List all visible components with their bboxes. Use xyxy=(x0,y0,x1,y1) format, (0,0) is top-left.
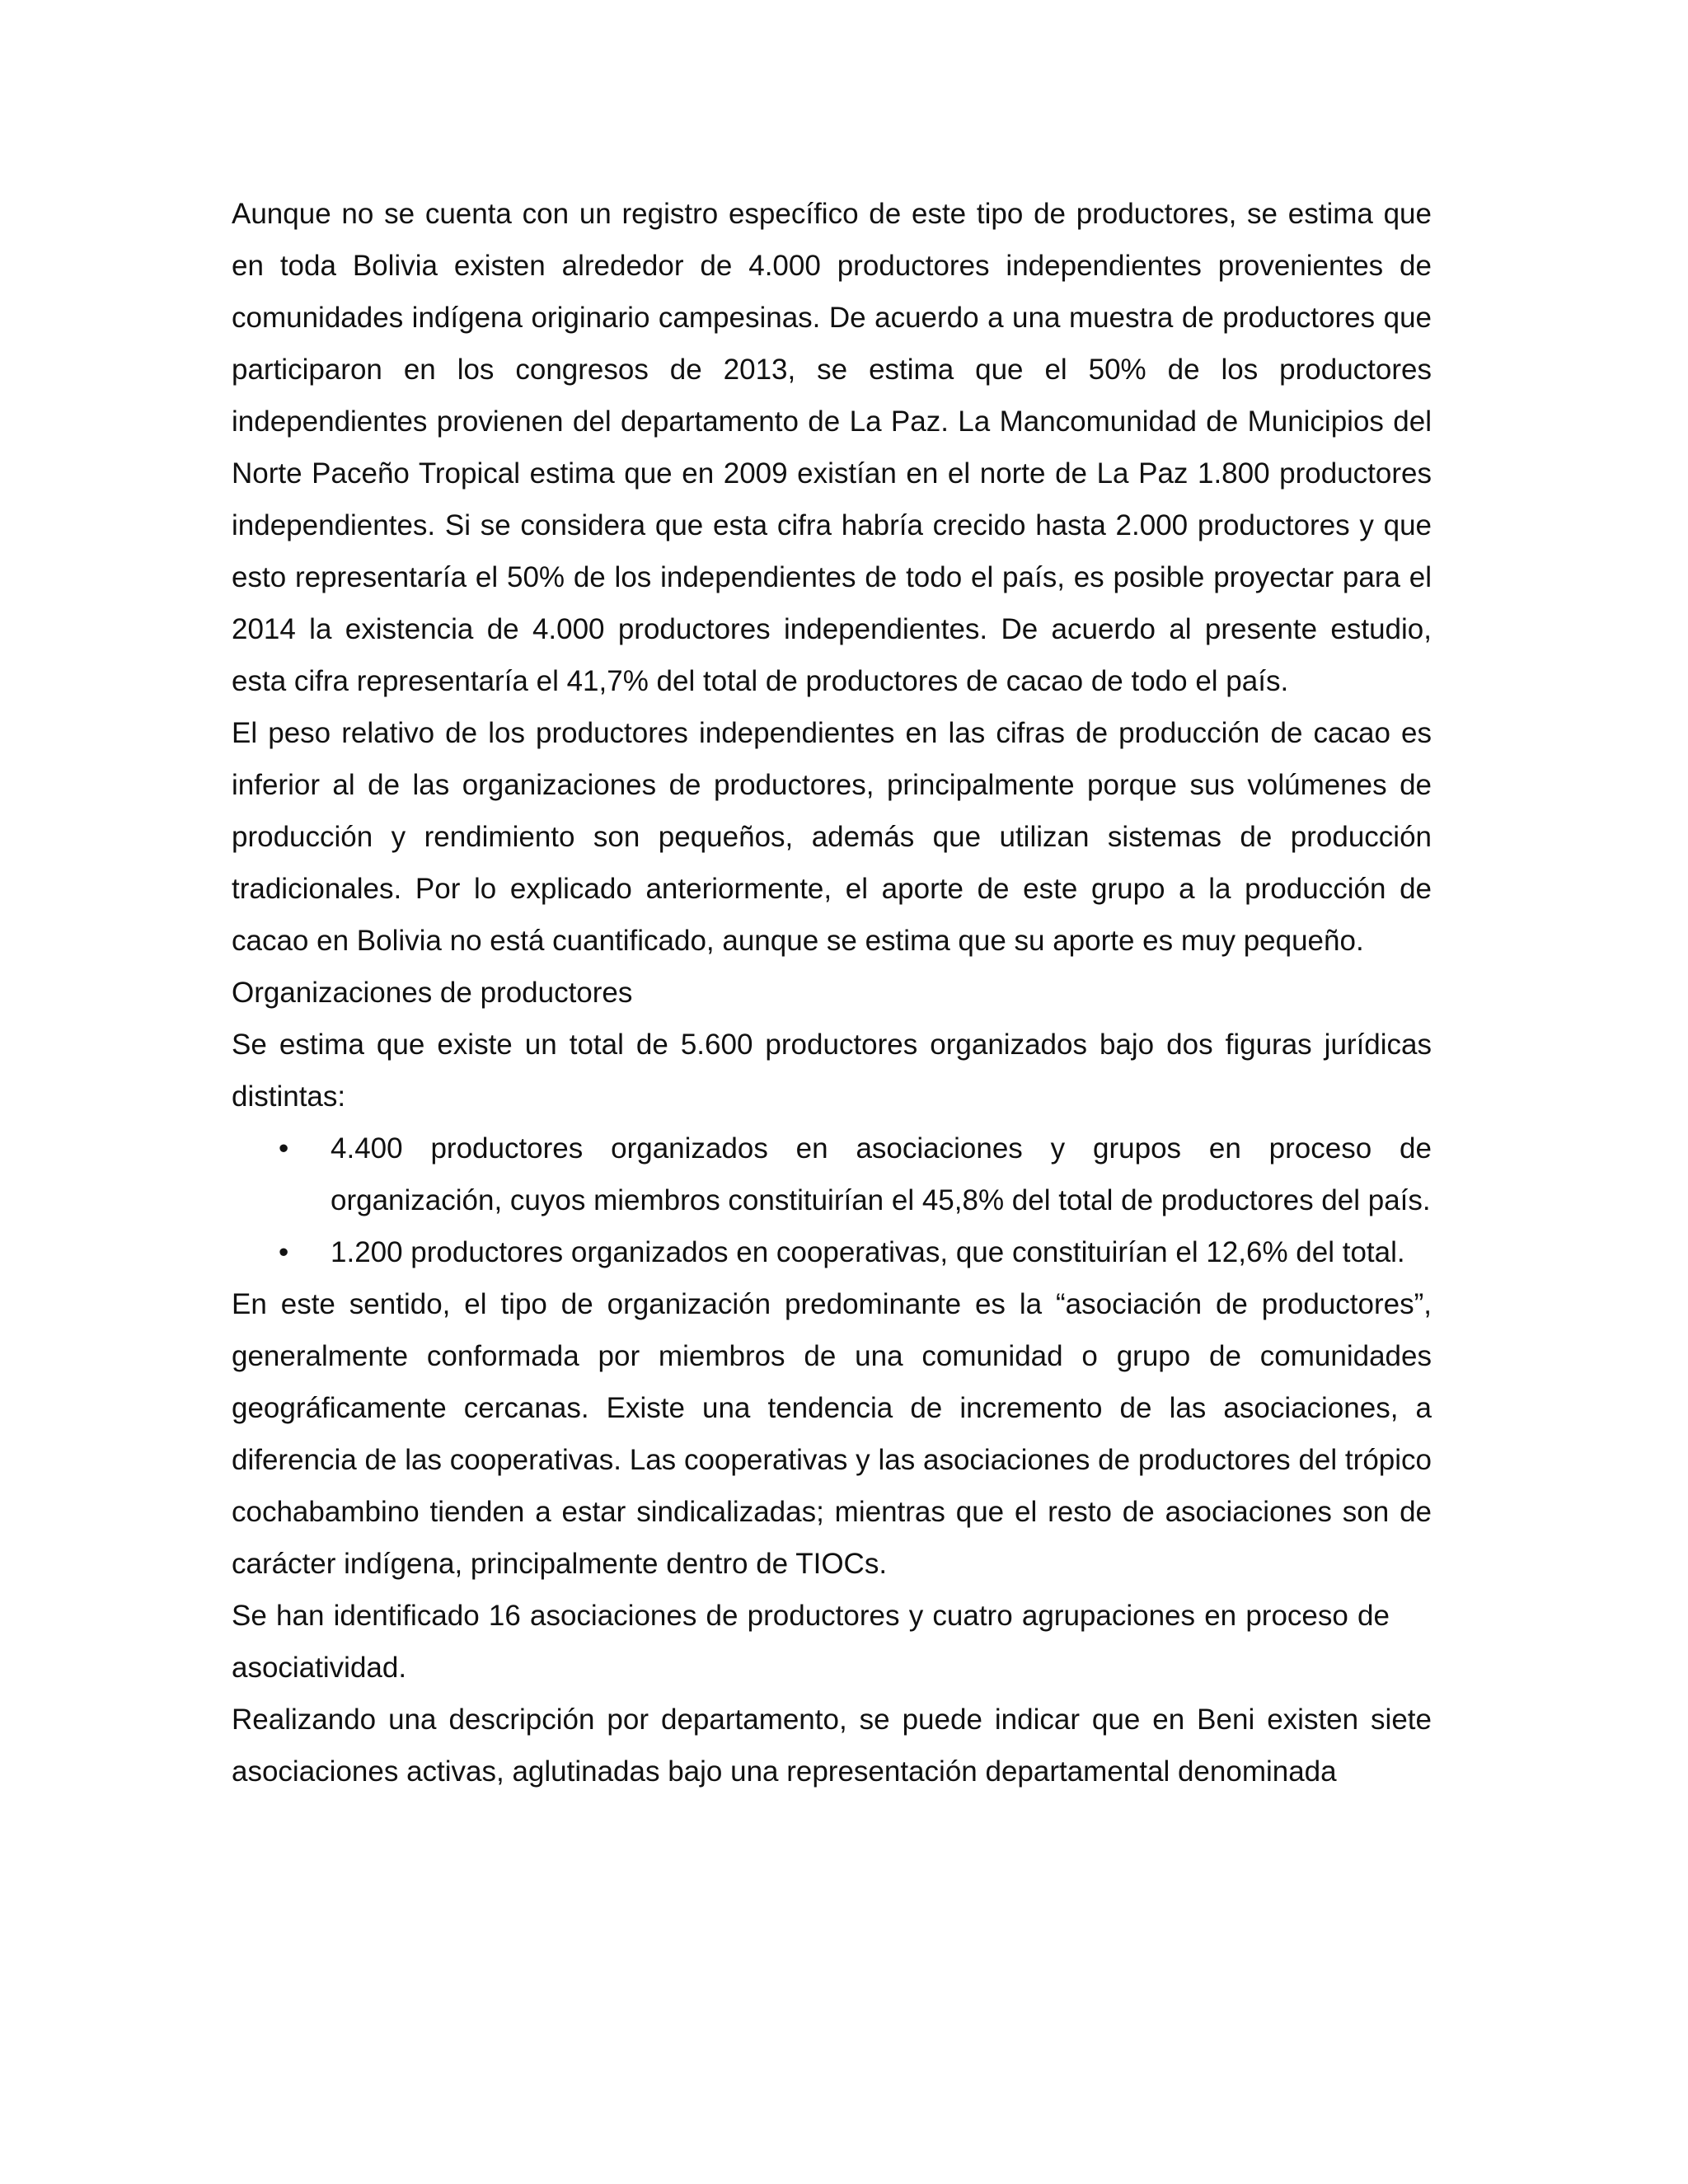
paragraph-organized-producers: Se estima que existe un total de 5.600 productores organizados bajo dos figuras jurídicas distintas: xyxy=(232,1029,1432,1113)
document-body xyxy=(232,188,1432,1797)
paragraph-department-description: Realizando una descripción por departamento, se puede indicar que en Beni existen siete asociaciones activas, aglutinadas bajo una representación departamental denominada xyxy=(232,1704,1432,1788)
list-item-text: 1.200 productores organizados en cooperativas, que constituirían el 12,6% del total. xyxy=(331,1236,1405,1268)
bullet-list xyxy=(232,1122,1432,1278)
bullet-icon: • xyxy=(279,1236,289,1268)
bullet-icon: • xyxy=(279,1132,289,1165)
list-item xyxy=(232,1226,1432,1278)
paragraph-organization-type: En este sentido, el tipo de organización predominante es la “asociación de productores”, generalmente conformada por miembros de una comunidad o grupo de comunidades geográficamente cercanas. Existe una tendencia de incremento de las asociaciones, a diferencia de las cooperativas. Las cooperativas y las asociaciones de productores del trópico cochabambino tienden a estar sindicalizadas; mientras que el resto de asociaciones son de carácter indígena, principalmente dentro de TIOCs. xyxy=(232,1288,1432,1580)
list-item-text: 4.400 productores organizados en asociaciones y grupos en proceso de organización, cuyos miembros constituirían el 45,8% del total de productores del país. xyxy=(331,1132,1432,1216)
section-heading: Organizaciones de productores xyxy=(232,977,633,1009)
paragraph-independent-producers: Aunque no se cuenta con un registro específico de este tipo de productores, se estima que en toda Bolivia existen alrededor de 4.000 productores independientes provenientes de comunidades indígena originario campesinas. De acuerdo a una muestra de productores que participaron en los congresos de 2013, se estima que el 50% de los productores independientes provienen del departamento de La Paz. La Mancomunidad de Municipios del Norte Paceño Tropical estima que en 2009 existían en el norte de La Paz 1.800 productores independientes. Si se considera que esta cifra habría crecido hasta 2.000 productores y que esto representaría el 50% de los independientes de todo el país, es posible proyectar para el 2014 la existencia de 4.000 productores independientes. De acuerdo al presente estudio, esta cifra representaría el 41,7% del total de productores de cacao de todo el país. xyxy=(232,198,1432,697)
list-item xyxy=(232,1122,1432,1226)
paragraph-relative-weight: El peso relativo de los productores independientes en las cifras de producción de cacao es inferior al de las organizaciones de productores, principalmente porque sus volúmenes de producción y rendimiento son pequeños, además que utilizan sistemas de producción tradicionales. Por lo explicado anteriormente, el aporte de este grupo a la producción de cacao en Bolivia no está cuantificado, aunque se estima que su aporte es muy pequeño. xyxy=(232,717,1432,957)
paragraph-identified-associations: Se han identificado 16 asociaciones de productores y cuatro agrupaciones en proceso de asociatividad. xyxy=(232,1600,1390,1684)
